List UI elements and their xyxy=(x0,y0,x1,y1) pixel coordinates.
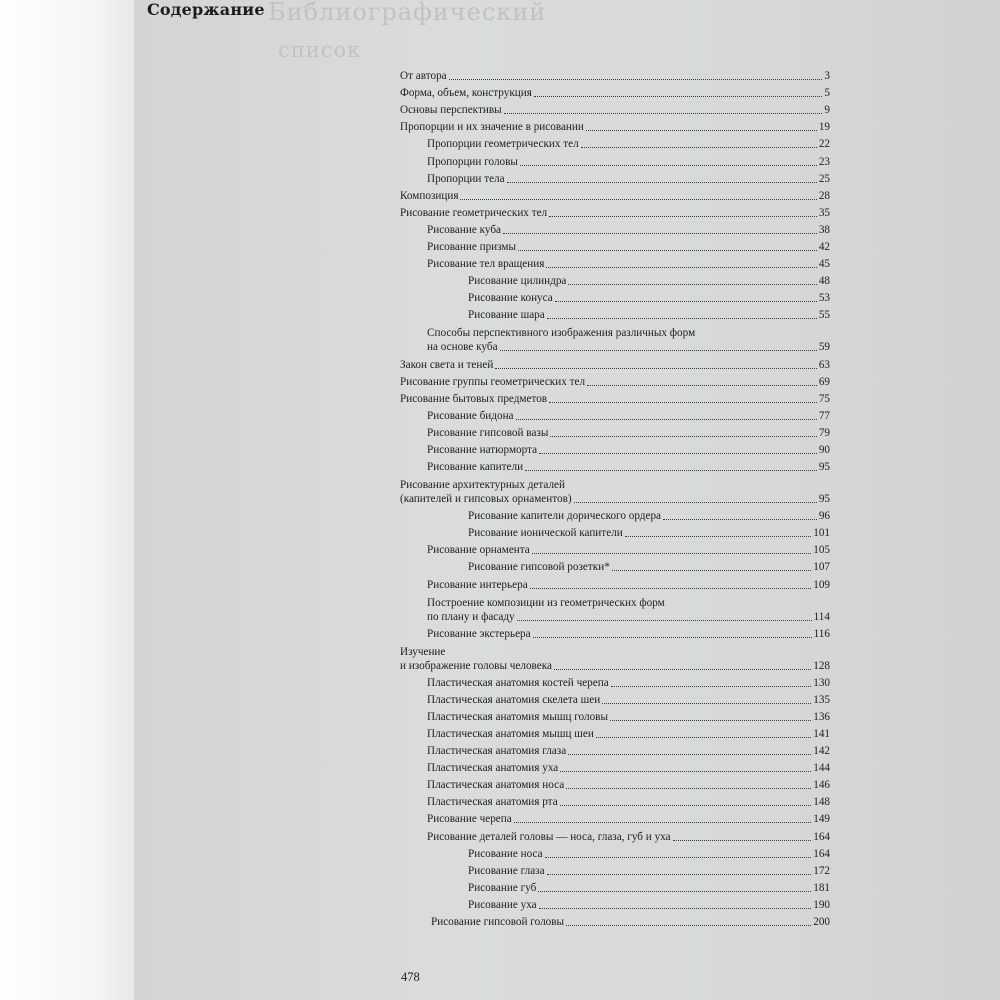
toc-entry-page: 53 xyxy=(818,292,830,305)
toc-entry-label: Рисование архитектурных деталей xyxy=(400,479,565,492)
toc-entry xyxy=(400,219,830,236)
toc-entry xyxy=(400,774,830,791)
toc-entry xyxy=(400,99,830,116)
dot-leader xyxy=(554,668,811,670)
toc-entry-page: 75 xyxy=(818,392,830,405)
toc-entry-page: 95 xyxy=(818,461,830,474)
toc-entry xyxy=(400,253,830,270)
toc-entry-page: 107 xyxy=(813,561,830,574)
toc-entry xyxy=(400,150,830,167)
dot-leader xyxy=(538,890,811,892)
toc-entry-label: Пропорции тела xyxy=(427,172,505,185)
dot-leader xyxy=(612,569,811,571)
toc-entry-page: 5 xyxy=(824,87,830,100)
dot-leader xyxy=(460,198,816,200)
toc-entry-page: 96 xyxy=(818,510,830,523)
dot-leader xyxy=(560,770,811,772)
dot-leader xyxy=(587,384,817,386)
toc-entry-page: 142 xyxy=(813,745,830,758)
toc-entry xyxy=(400,791,830,808)
dot-leader xyxy=(530,587,812,589)
toc-entry-label: Рисование глаза xyxy=(468,864,545,877)
toc-entry xyxy=(400,825,830,842)
toc-entry-label: Рисование губ xyxy=(468,881,537,894)
toc-entry-label: Рисование интерьера xyxy=(427,578,528,591)
toc-entry-page: 69 xyxy=(818,375,830,388)
toc-entry-label: Способы перспективного изображения различных форм xyxy=(427,327,696,340)
toc-entry xyxy=(400,640,830,672)
toc-entry-label: Рисование черепа xyxy=(427,813,512,826)
dot-leader xyxy=(507,181,817,183)
toc-entry-page: 35 xyxy=(818,206,830,219)
dot-leader xyxy=(533,636,812,638)
dot-leader xyxy=(547,873,812,875)
page-number: 478 xyxy=(401,970,420,984)
toc-entry xyxy=(400,723,830,740)
toc-entry-page: 77 xyxy=(818,409,830,422)
toc-entry-page: 114 xyxy=(813,610,830,623)
toc-entry xyxy=(400,270,830,287)
toc-entry xyxy=(400,591,830,623)
toc-entry-label: Рисование гипсовой розетки* xyxy=(468,561,610,574)
toc-entry-label: Рисование экстерьера xyxy=(427,627,531,640)
toc-entry xyxy=(400,405,830,422)
toc-entry-label: Рисование ионической капители xyxy=(468,527,623,540)
dot-leader xyxy=(560,804,812,806)
toc-entry xyxy=(400,422,830,439)
toc-entry xyxy=(400,556,830,573)
toc-entry-label: Рисование конуса xyxy=(468,292,553,305)
toc-entry-page: 23 xyxy=(818,155,830,168)
toc-entry-label-continued: (капителей и гипсовых орнаментов) xyxy=(400,493,572,506)
bleed-through-text-1: Библиографический xyxy=(268,0,547,26)
toc-entry-page: 164 xyxy=(813,847,830,860)
toc-entry-page: 109 xyxy=(813,578,830,591)
toc-entry-label: Рисование шара xyxy=(468,309,545,322)
toc-entry xyxy=(400,65,830,82)
dot-leader xyxy=(566,787,811,789)
dot-leader xyxy=(495,367,816,369)
page-heading: Содержание xyxy=(147,0,265,19)
toc-entry-label: Рисование бытовых предметов xyxy=(400,392,548,405)
toc-entry-page: 172 xyxy=(813,864,830,877)
toc-entry xyxy=(400,168,830,185)
toc-entry-page: 19 xyxy=(818,121,830,134)
toc-entry-label: Пропорции геометрических тел xyxy=(427,138,579,151)
toc-entry-label: Рисование цилиндра xyxy=(468,275,567,288)
dot-leader xyxy=(596,736,811,738)
dot-leader xyxy=(574,501,817,503)
toc-entry-page: 45 xyxy=(818,258,830,271)
toc-entry-label: Пропорции и их значение в рисовании xyxy=(400,121,584,134)
dot-leader xyxy=(550,435,816,437)
toc-entry-page: 3 xyxy=(824,70,830,83)
toc-entry-page: 130 xyxy=(813,676,830,689)
dot-leader xyxy=(518,249,817,251)
toc-entry-page: 101 xyxy=(813,527,830,540)
toc-entry xyxy=(400,706,830,723)
toc-entry-label: Рисование орнамента xyxy=(427,544,530,557)
toc-entry-page: 9 xyxy=(824,104,830,117)
dot-leader xyxy=(503,232,817,234)
toc-entry xyxy=(400,877,830,894)
dot-leader xyxy=(514,821,812,823)
toc-entry-label: Пластическая анатомия костей черепа xyxy=(427,676,609,689)
toc-entry-page: 164 xyxy=(813,830,830,843)
toc-entry xyxy=(400,456,830,473)
toc-entry-label: Рисование капители дорического ордера xyxy=(468,510,662,523)
toc-entry-label: Форма, объем, конструкция xyxy=(400,87,532,100)
dot-leader xyxy=(549,215,817,217)
toc-entry-page: 90 xyxy=(818,443,830,456)
toc-entry xyxy=(400,522,830,539)
toc-entry-label: Рисование куба xyxy=(427,223,501,236)
toc-entry-page: 95 xyxy=(818,493,830,506)
toc-entry-page: 38 xyxy=(818,223,830,236)
dot-leader xyxy=(555,300,817,302)
dot-leader xyxy=(568,753,811,755)
toc-entry-label: Рисование капители xyxy=(427,461,524,474)
toc-entry-page: 55 xyxy=(818,309,830,322)
dot-leader xyxy=(517,619,812,621)
toc-entry-label: Пластическая анатомия скелета шеи xyxy=(427,693,601,706)
toc-entry-page: 190 xyxy=(813,898,830,911)
toc-entry-label: Пластическая анатомия глаза xyxy=(427,745,567,758)
toc-entry xyxy=(400,539,830,556)
toc-entry xyxy=(400,894,830,911)
dot-leader xyxy=(610,719,811,721)
toc-entry-label: Композиция xyxy=(400,189,459,202)
toc-entry xyxy=(400,505,830,522)
dot-leader xyxy=(516,418,817,420)
dot-leader xyxy=(520,164,817,166)
toc-entry-page: 116 xyxy=(813,627,830,640)
toc-entry xyxy=(400,82,830,99)
toc-entry xyxy=(400,843,830,860)
toc-entry-page: 59 xyxy=(818,341,830,354)
toc-entry xyxy=(400,185,830,202)
toc-entry xyxy=(400,371,830,388)
toc-entry-page: 141 xyxy=(813,728,830,740)
toc-entry-page: 79 xyxy=(818,426,830,439)
toc-entry-page: 25 xyxy=(818,172,830,185)
toc-entry-label: Закон света и теней xyxy=(400,358,494,371)
dot-leader xyxy=(504,112,823,114)
toc-entry xyxy=(400,287,830,304)
table-of-contents xyxy=(400,65,830,928)
dot-leader xyxy=(546,266,816,268)
toc-entry-label: Пластическая анатомия носа xyxy=(427,779,565,792)
toc-entry-page: 200 xyxy=(813,916,830,929)
toc-entry-page: 135 xyxy=(813,693,830,706)
dot-leader xyxy=(547,317,817,319)
dot-leader xyxy=(602,702,811,704)
toc-entry-page: 136 xyxy=(813,710,830,723)
toc-entry-page: 149 xyxy=(813,813,830,826)
toc-entry xyxy=(400,860,830,877)
toc-entry-page: 105 xyxy=(813,544,830,557)
toc-entry-page: 22 xyxy=(818,138,830,151)
dot-leader xyxy=(586,129,817,131)
toc-entry xyxy=(400,133,830,150)
toc-entry-page: 128 xyxy=(813,659,830,672)
toc-entry xyxy=(400,808,830,825)
toc-entry-label-continued: по плану и фасаду xyxy=(427,610,515,623)
dot-leader xyxy=(566,924,811,926)
toc-entry xyxy=(400,439,830,456)
dot-leader xyxy=(673,839,812,841)
toc-entry xyxy=(400,689,830,706)
toc-entry-label: Рисование гипсовой головы xyxy=(431,916,565,929)
background-left xyxy=(0,0,136,1000)
dot-leader xyxy=(545,856,812,858)
dot-leader xyxy=(581,146,817,148)
toc-entry-label: Рисование бидона xyxy=(427,409,514,422)
toc-entry-label: Рисование натюрморта xyxy=(427,443,538,456)
toc-entry-page: 148 xyxy=(813,796,830,809)
dot-leader xyxy=(539,452,817,454)
toc-entry-label: Пластическая анатомия уха xyxy=(427,762,559,775)
toc-entry-label: Рисование уха xyxy=(468,898,537,911)
toc-entry-page: 146 xyxy=(813,779,830,792)
toc-entry-label: Рисование гипсовой вазы xyxy=(427,426,549,439)
toc-entry-page: 181 xyxy=(813,881,830,894)
dot-leader xyxy=(625,535,811,537)
toc-entry-label-continued: на основе куба xyxy=(427,341,498,354)
toc-entry-label: Рисование носа xyxy=(468,847,543,860)
toc-entry-label: Построение композиции из геометрических форм xyxy=(427,596,665,609)
toc-entry xyxy=(400,623,830,640)
bleed-through-text-2: список xyxy=(278,38,362,62)
toc-entry-label: Рисование деталей головы — носа, глаза, губ и уха xyxy=(427,830,671,843)
toc-entry-label: Рисование призмы xyxy=(427,241,517,254)
toc-entry-page: 48 xyxy=(818,275,830,288)
toc-entry xyxy=(400,573,830,590)
toc-entry-label: Пластическая анатомия мышц шеи xyxy=(427,728,594,740)
toc-entry-page: 28 xyxy=(818,189,830,202)
toc-entry xyxy=(400,321,830,353)
toc-entry-label: От автора xyxy=(400,70,447,83)
dot-leader xyxy=(532,552,811,554)
toc-entry-page: 144 xyxy=(813,762,830,775)
toc-entry-label: Пропорции головы xyxy=(427,155,518,168)
toc-entry xyxy=(400,672,830,689)
toc-entry xyxy=(400,116,830,133)
toc-entry xyxy=(400,304,830,321)
dot-leader xyxy=(525,469,817,471)
toc-entry-label-continued: и изображение головы человека xyxy=(400,659,552,672)
toc-entry-page: 42 xyxy=(818,241,830,254)
toc-entry-label: Рисование тел вращения xyxy=(427,258,545,271)
dot-leader xyxy=(534,95,823,97)
toc-entry xyxy=(400,202,830,219)
toc-entry-label: Основы перспективы xyxy=(400,104,502,117)
toc-entry-label: Рисование геометрических тел xyxy=(400,206,548,219)
toc-entry-label: Пластическая анатомия мышц головы xyxy=(427,710,608,723)
dot-leader xyxy=(549,401,817,403)
dot-leader xyxy=(500,349,817,351)
toc-entry xyxy=(400,353,830,370)
toc-entry xyxy=(400,473,830,505)
dot-leader xyxy=(449,78,823,80)
toc-entry xyxy=(400,757,830,774)
dot-leader xyxy=(568,283,816,285)
dot-leader xyxy=(611,685,812,687)
toc-entry xyxy=(400,236,830,253)
dot-leader xyxy=(663,518,817,520)
toc-entry-label: Пластическая анатомия рта xyxy=(427,796,558,809)
dot-leader xyxy=(539,907,812,909)
toc-entry xyxy=(400,911,830,928)
toc-entry-label: Рисование группы геометрических тел xyxy=(400,375,586,388)
toc-entry-page: 63 xyxy=(818,358,830,371)
toc-entry xyxy=(400,740,830,757)
toc-entry xyxy=(400,388,830,405)
toc-entry-label: Изучение xyxy=(400,645,446,658)
